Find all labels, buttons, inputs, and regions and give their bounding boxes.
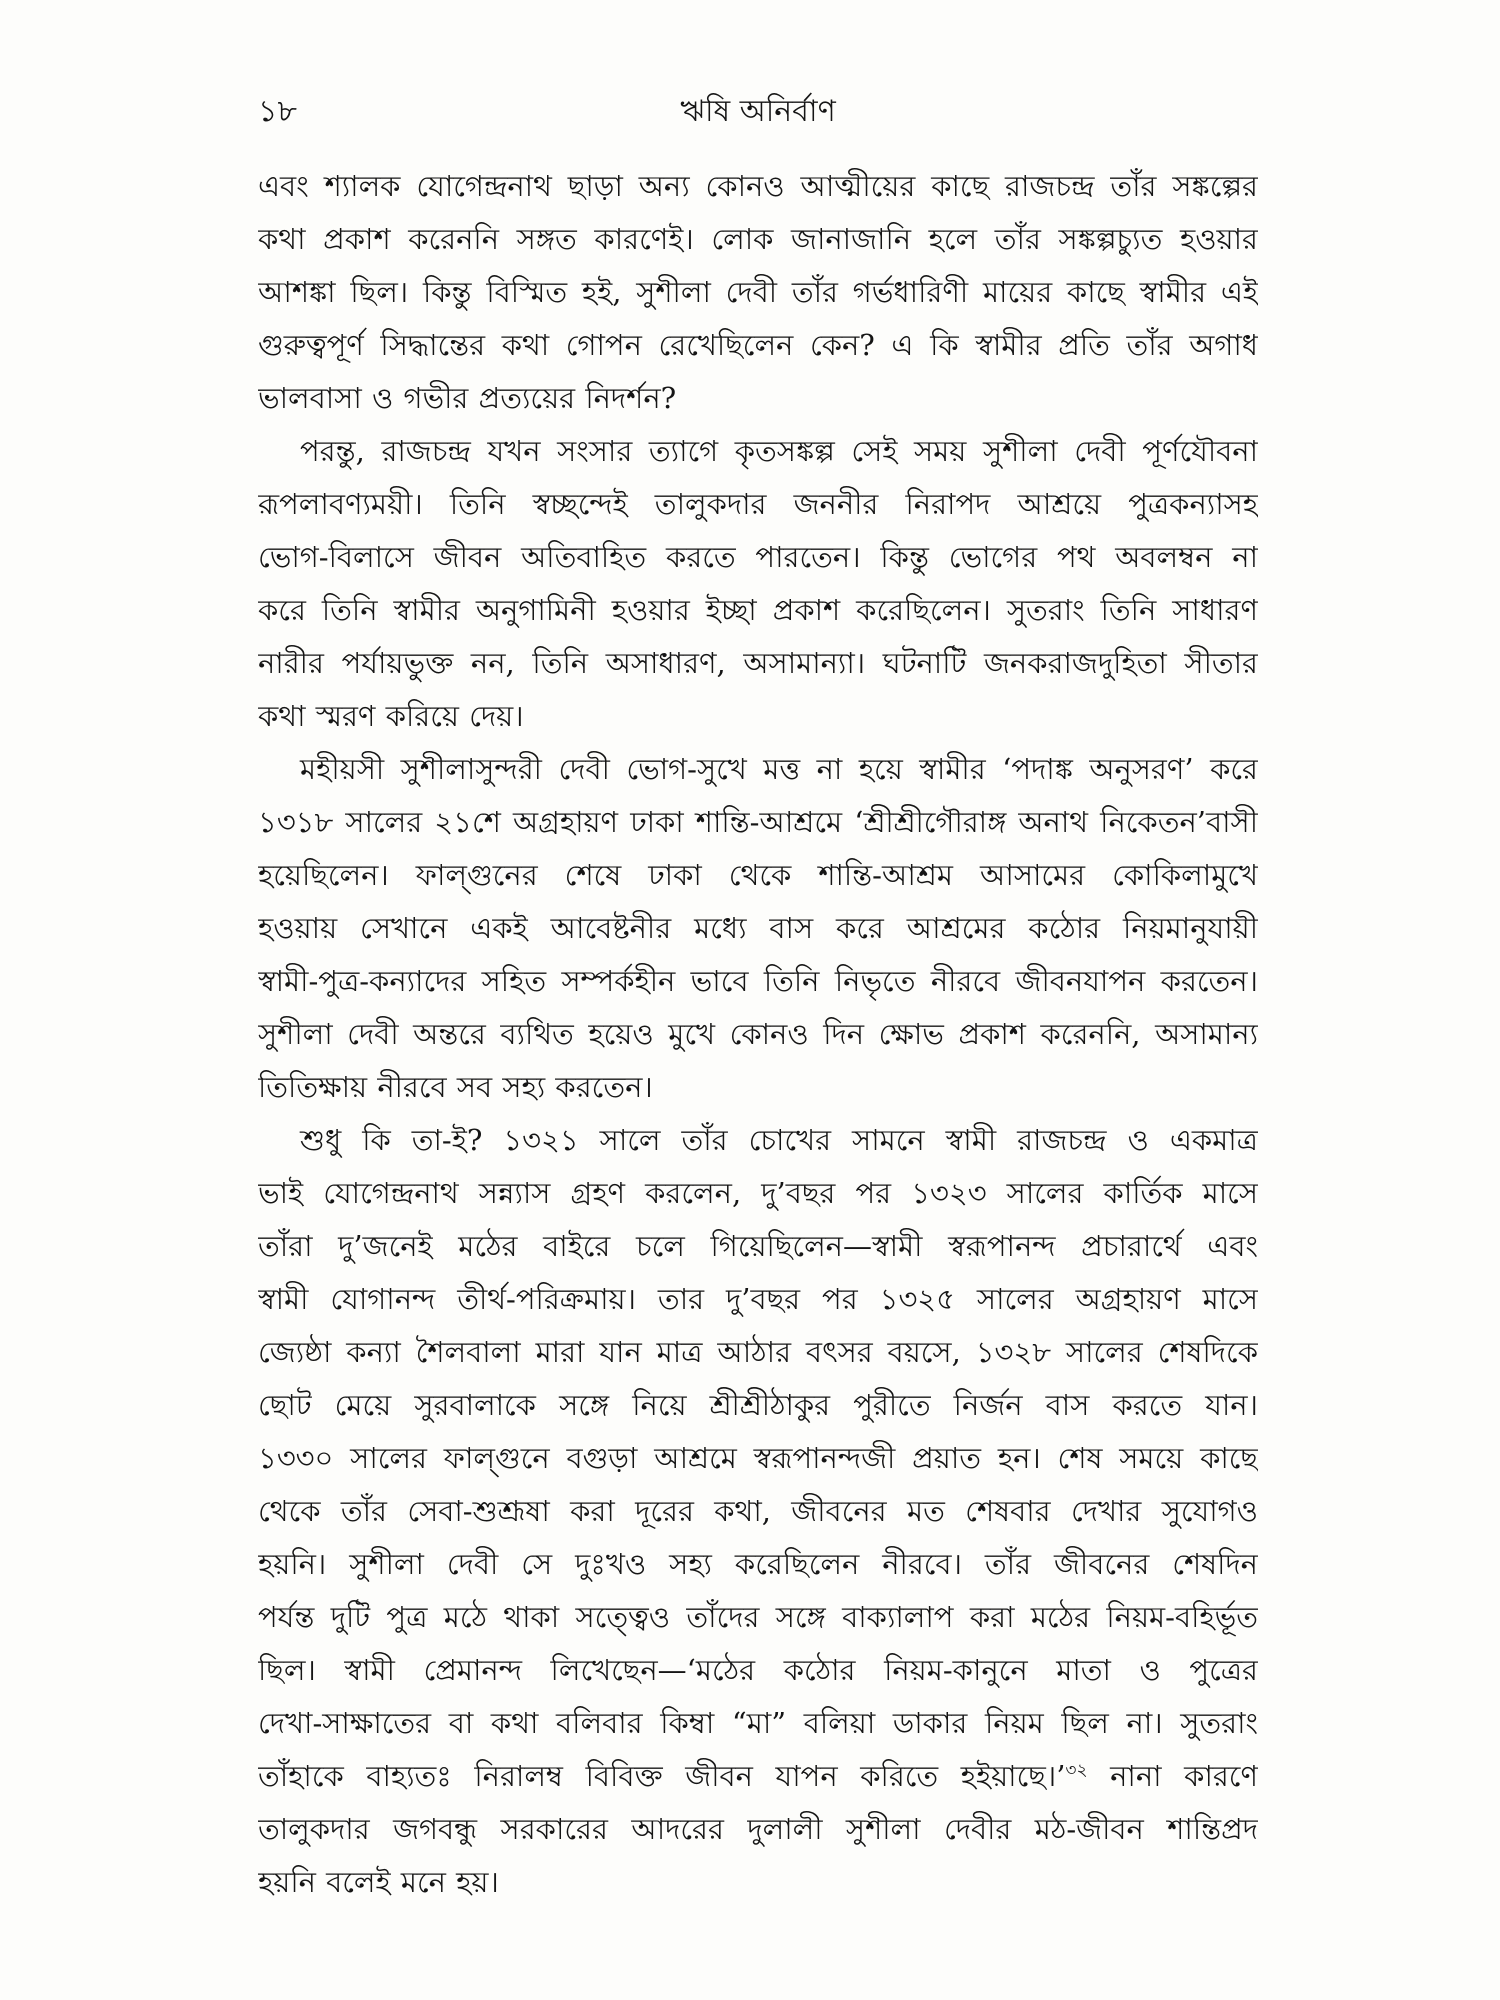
text-line: তালুকদার জগবন্ধু সরকারের আদরের দুলালী সুশীলা দেবীর মঠ-জীবন শান্তিপ্রদ — [258, 1812, 1258, 1846]
text-line: কথা প্রকাশ করেননি সঙ্গত কারণেই। লোক জানাজানি হলে তাঁর সঙ্কল্পচ্যুত হওয়ার — [258, 222, 1258, 256]
page-number: ১৮ — [258, 94, 297, 129]
text-line: তাঁরা দু’জনেই মঠের বাইরে চলে গিয়েছিলেন—স্বামী স্বরূপানন্দ প্রচারার্থে এবং — [258, 1229, 1258, 1263]
text-body — [258, 160, 1258, 1920]
text-line: স্বামী-পুত্র-কন্যাদের সহিত সম্পর্কহীন ভাবে তিনি নিভৃতে নীরবে জীবনযাপন করতেন। — [258, 964, 1258, 998]
text-segment: তাঁহাকে বাহ্যতঃ নিরালম্ব বিবিক্ত জীবন যাপন করিতে হইয়াছে।’ — [258, 1759, 1066, 1793]
text-line: তিতিক্ষায় নীরবে সব সহ্য করতেন। — [258, 1070, 653, 1104]
text-line: ছিল। স্বামী প্রেমানন্দ লিখেছেন—‘মঠের কঠোর নিয়ম-কানুনে মাতা ও পুত্রের — [258, 1653, 1258, 1687]
text-line: ভাই যোগেন্দ্রনাথ সন্ন্যাস গ্রহণ করলেন, দু’বছর পর ১৩২৩ সালের কার্তিক মাসে — [258, 1176, 1258, 1210]
text-segment: নানা কারণে — [1087, 1759, 1258, 1793]
text-line: নারীর পর্যায়ভুক্ত নন, তিনি অসাধারণ, অসামান্যা। ঘটনাটি জনকরাজদুহিতা সীতার — [258, 646, 1258, 680]
text-line: ১৩৩০ সালের ফাল্গুনে বগুড়া আশ্রমে স্বরূপানন্দজী প্রয়াত হন। শেষ সময়ে কাছে — [258, 1441, 1258, 1475]
text-line: জ্যেষ্ঠা কন্যা শৈলবালা মারা যান মাত্র আঠার বৎসর বয়সে, ১৩২৮ সালের শেষদিকে — [258, 1335, 1258, 1369]
text-line: করে তিনি স্বামীর অনুগামিনী হওয়ার ইচ্ছা প্রকাশ করেছিলেন। সুতরাং তিনি সাধারণ — [258, 593, 1258, 627]
text-line: ভোগ-বিলাসে জীবন অতিবাহিত করতে পারতেন। কিন্তু ভোগের পথ অবলম্বন না — [258, 540, 1258, 574]
text-line: গুরুত্বপূর্ণ সিদ্ধান্তের কথা গোপন রেখেছিলেন কেন? এ কি স্বামীর প্রতি তাঁর অগাধ — [258, 328, 1258, 362]
text-line: দেখা-সাক্ষাতের বা কথা বলিবার কিম্বা “মা” বলিয়া ডাকার নিয়ম ছিল না। সুতরাং — [258, 1706, 1258, 1740]
text-line: হয়নি বলেই মনে হয়। — [258, 1865, 499, 1899]
text-line — [258, 1750, 1258, 1803]
running-title: ঋষি অনির্বাণ — [680, 94, 836, 129]
paragraph — [258, 1114, 1258, 1909]
paragraph — [258, 743, 1258, 1114]
running-header — [258, 88, 1258, 136]
text-line: হওয়ায় সেখানে একই আবেষ্টনীর মধ্যে বাস করে আশ্রমের কঠোর নিয়মানুযায়ী — [258, 911, 1258, 945]
text-line: স্বামী যোগানন্দ তীর্থ-পরিক্রমায়। তার দু’বছর পর ১৩২৫ সালের অগ্রহায়ণ মাসে — [258, 1282, 1258, 1316]
text-line: সুশীলা দেবী অন্তরে ব্যথিত হয়েও মুখে কোনও দিন ক্ষোভ প্রকাশ করেননি, অসামান্য — [258, 1017, 1258, 1051]
text-line: ভালবাসা ও গভীর প্রত্যয়ের নিদর্শন? — [258, 381, 677, 415]
text-line: মহীয়সী সুশীলাসুন্দরী দেবী ভোগ-সুখে মত্ত না হয়ে স্বামীর ‘পদাঙ্ক অনুসরণ’ করে — [300, 752, 1258, 786]
footnote-reference: ৩২ — [1065, 1760, 1088, 1781]
paragraph — [258, 425, 1258, 743]
text-line: ছোট মেয়ে সুরবালাকে সঙ্গে নিয়ে শ্রীশ্রীঠাকুর পুরীতে নির্জন বাস করতে যান। — [258, 1388, 1258, 1422]
text-line: হয়নি। সুশীলা দেবী সে দুঃখও সহ্য করেছিলেন নীরবে। তাঁর জীবনের শেষদিন — [258, 1547, 1258, 1581]
text-line: রূপলাবণ্যময়ী। তিনি স্বচ্ছন্দেই তালুকদার জননীর নিরাপদ আশ্রয়ে পুত্রকন্যাসহ — [258, 487, 1258, 521]
paragraph — [258, 160, 1258, 425]
text-line: ১৩১৮ সালের ২১শে অগ্রহায়ণ ঢাকা শান্তি-আশ্রমে ‘শ্রীশ্রীগৌরাঙ্গ অনাথ নিকেতন’বাসী — [258, 805, 1258, 839]
text-line: আশঙ্কা ছিল। কিন্তু বিস্মিত হই, সুশীলা দেবী তাঁর গর্ভধারিণী মায়ের কাছে স্বামীর এই — [258, 275, 1258, 309]
text-line: হয়েছিলেন। ফাল্গুনের শেষে ঢাকা থেকে শান্তি-আশ্রম আসামের কোকিলামুখে — [258, 858, 1258, 892]
text-line: শুধু কি তা-ই? ১৩২১ সালে তাঁর চোখের সামনে স্বামী রাজচন্দ্র ও একমাত্র — [300, 1123, 1258, 1157]
text-line: পরন্তু, রাজচন্দ্র যখন সংসার ত্যাগে কৃতসঙ্কল্প সেই সময় সুশীলা দেবী পূর্ণযৌবনা — [300, 434, 1258, 468]
text-line: থেকে তাঁর সেবা-শুশ্রূষা করা দূরের কথা, জীবনের মত শেষবার দেখার সুযোগও — [258, 1494, 1258, 1528]
text-line: কথা স্মরণ করিয়ে দেয়। — [258, 699, 524, 733]
text-line: এবং শ্যালক যোগেন্দ্রনাথ ছাড়া অন্য কোনও আত্মীয়ের কাছে রাজচন্দ্র তাঁর সঙ্কল্পের — [258, 169, 1258, 203]
text-line: পর্যন্ত দুটি পুত্র মঠে থাকা সত্ত্বেও তাঁদের সঙ্গে বাক্যালাপ করা মঠের নিয়ম-বহির্ভূত — [258, 1600, 1258, 1634]
